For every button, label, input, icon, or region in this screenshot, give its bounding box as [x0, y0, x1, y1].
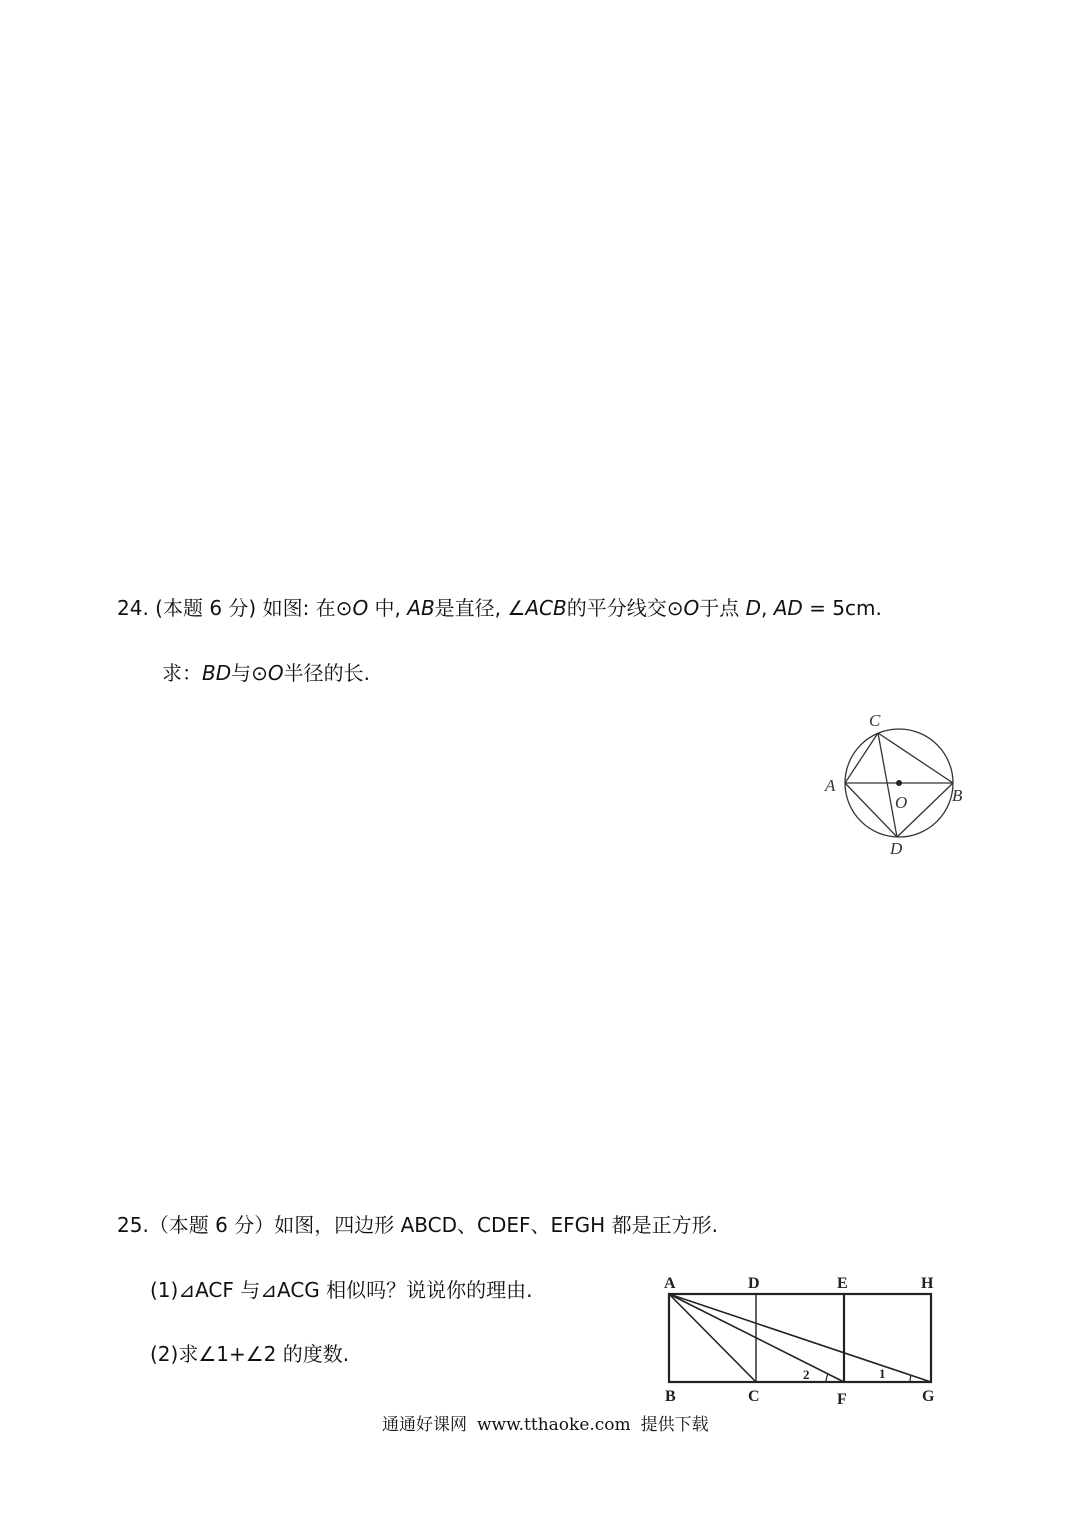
footer-site: 通通好课网 — [382, 1415, 467, 1435]
q24-line1 — [117, 595, 882, 621]
q24-var-O-2: O — [683, 596, 700, 620]
label-f: F — [837, 1391, 847, 1406]
angle-2-label: 2 — [803, 1367, 810, 1382]
q24-text-3: 是直径, — [434, 596, 502, 620]
label-d: D — [890, 839, 903, 858]
q25-part2: (2)求∠1+∠2 的度数. — [150, 1342, 350, 1366]
q24-var-AB: AB — [407, 596, 435, 620]
label-e: E — [837, 1275, 848, 1292]
center-dot — [896, 780, 902, 786]
label-o: O — [895, 793, 908, 812]
q25-figure — [656, 1270, 946, 1406]
q24-text-5: 于点 — [699, 596, 740, 620]
label-c: C — [869, 711, 881, 730]
q24-var-AD: AD — [773, 596, 803, 620]
q24-angle-symbol: ∠ — [507, 596, 526, 620]
q24-line2 — [162, 660, 370, 686]
q24-var-D: D — [745, 596, 761, 620]
label-b: B — [952, 786, 963, 805]
footer-note: 提供下载 — [640, 1415, 709, 1435]
q24-var-O-3: O — [267, 661, 284, 685]
q25-line1 — [117, 1212, 718, 1238]
label-h: H — [921, 1275, 934, 1292]
angle-2-arc — [826, 1374, 828, 1382]
label-a: A — [825, 776, 836, 795]
footer-url[interactable]: www.tthaoke.com — [477, 1415, 631, 1435]
label-g: G — [922, 1388, 935, 1405]
q24-text-2: 中, — [374, 596, 401, 620]
segment-ac — [845, 733, 878, 783]
q24-var-BD: BD — [202, 661, 232, 685]
q25-intro: （本题 6 分）如图，四边形 ABCD、CDEF、EFGH 都是正方形. — [148, 1213, 718, 1237]
q24-ask-3: 半径的长. — [283, 661, 370, 685]
segment-ac — [669, 1294, 756, 1382]
page-footer — [382, 1410, 719, 1435]
q24-comma: , — [760, 596, 768, 620]
q24-ask-2: 与⊙ — [231, 661, 268, 685]
q24-text-1: 如图: 在⊙ — [262, 596, 353, 620]
q25-part1: (1)⊿ACF 与⊿ACG 相似吗？说说你的理由. — [150, 1278, 533, 1302]
q24-text-6: = 5cm. — [802, 596, 882, 620]
label-b: B — [665, 1388, 676, 1405]
angle-1-label: 1 — [879, 1366, 886, 1381]
segment-cd — [878, 733, 897, 837]
q24-points: (本题 6 分) — [155, 596, 257, 620]
label-c: C — [748, 1388, 760, 1405]
q24-figure — [818, 704, 978, 860]
q24-ask: 求： — [162, 661, 202, 685]
label-d: D — [748, 1275, 760, 1292]
q24-var-O: O — [352, 596, 369, 620]
q24-number: 24. — [117, 596, 149, 620]
q24-text-4: 的平分线交⊙ — [566, 596, 684, 620]
segment-cb — [878, 733, 953, 783]
label-a: A — [664, 1275, 676, 1292]
segment-ag — [669, 1294, 931, 1382]
q25-number: 25. — [117, 1213, 149, 1237]
q24-var-ACB: ACB — [525, 596, 567, 620]
